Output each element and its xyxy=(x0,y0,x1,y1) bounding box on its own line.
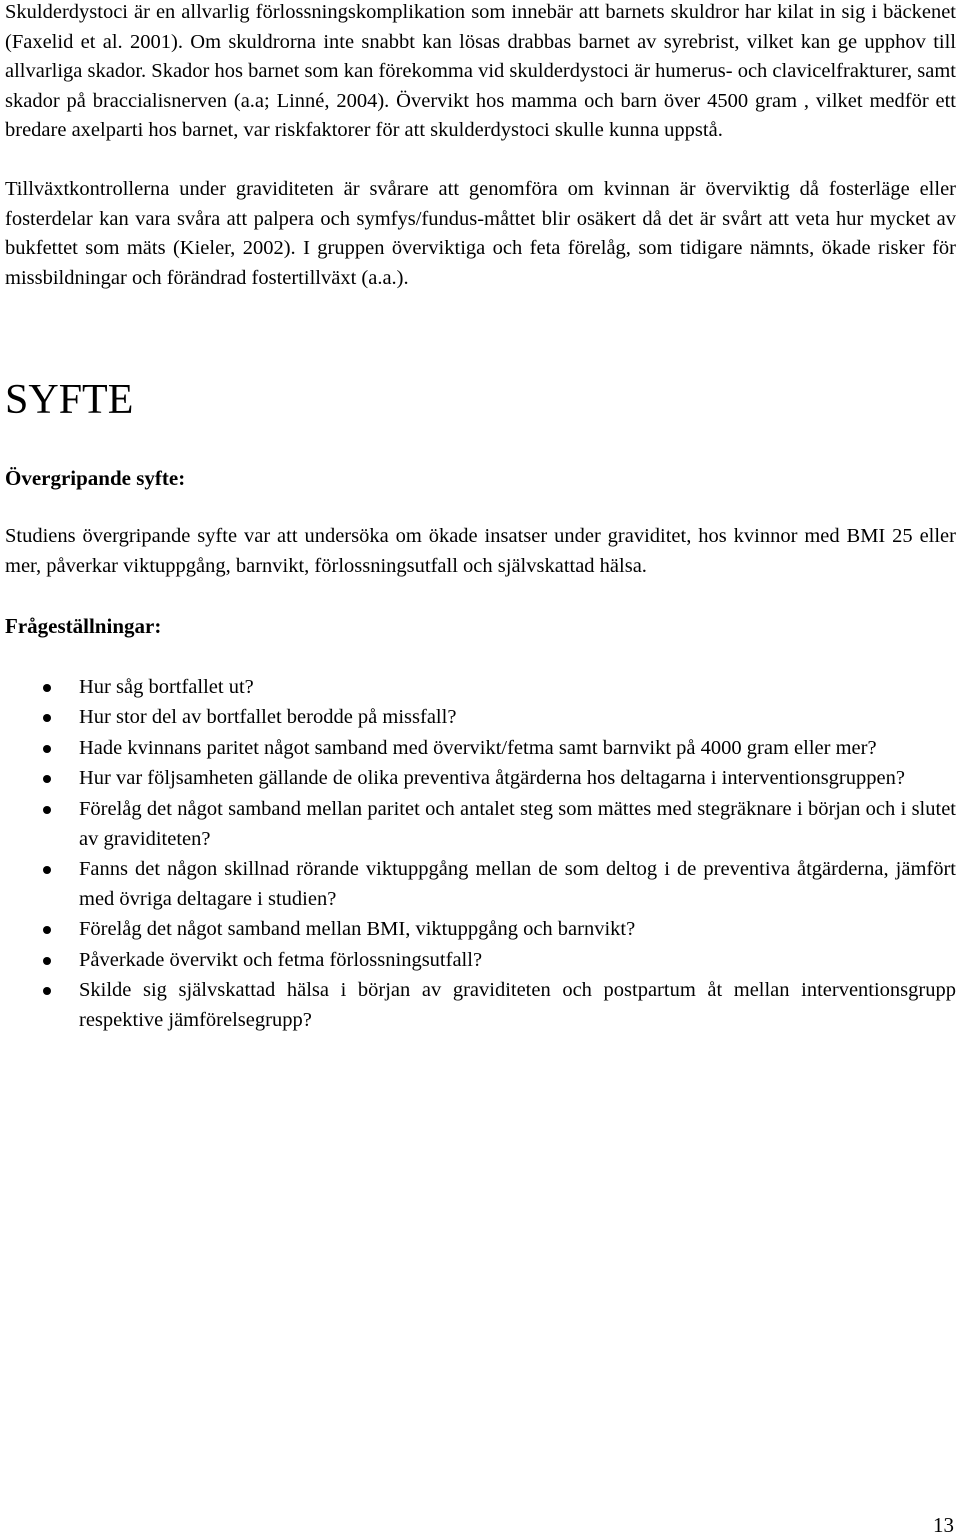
bullet-icon xyxy=(43,926,51,934)
list-item xyxy=(5,673,956,703)
question-text: Förelåg det något samband mellan paritet och antalet steg som mättes med stegräknare i början och i slutet av graviditeten? xyxy=(79,797,956,850)
list-item xyxy=(5,946,956,976)
section-title: SYFTE xyxy=(5,377,134,424)
question-text: Hade kvinnans paritet något samband med övervikt/fetma samt barnvikt på 4000 gram eller mer? xyxy=(79,736,877,759)
questions-list xyxy=(5,673,956,1036)
bullet-icon xyxy=(43,987,51,995)
questions-heading: Frågeställningar: xyxy=(5,613,162,638)
list-item xyxy=(5,915,956,945)
paragraph-growth-control: Tillväxtkontrollerna under graviditeten är svårare att genomföra om kvinnan är överviktig då fosterläge eller fosterdelar kan vara svåra att palpera och symfys/fundus-måttet blir osäkert då det är svårt att veta hur mycket av bukfettet som mäts (Kieler, 2002). I gruppen överviktiga och feta förelåg, som tidigare nämnts, ökade risker för missbildningar och förändrad fostertillväxt (a.a.). xyxy=(5,177,956,289)
paragraph-shoulder-dystocia: Skulderdystoci är en allvarlig förlossningskomplikation som innebär att barnets skuldror har kilat in sig i bäckenet (Faxelid et al. 2001). Om skuldrorna inte snabbt kan lösas drabbas barnet av syrebrist, vilket kan ge upphov till allvarliga skador. Skador hos barnet som kan förekomma vid skulderdystoci är humerus- och clavicelfrakturer, samt skador på braccialisnerven (a.a; Linné, 2004). Övervikt hos mamma och barn över 4500 gram , vilket medför ett bredare axelparti hos barnet, var riskfaktorer för att skulderdystoci skulle kunna uppstå. xyxy=(5,1,957,142)
question-text: Förelåg det något samband mellan BMI, viktuppgång och barnvikt? xyxy=(79,918,636,941)
question-text: Hur såg bortfallet ut? xyxy=(79,675,254,698)
list-item xyxy=(5,795,956,854)
bullet-icon xyxy=(43,684,51,692)
question-text: Hur stor del av bortfallet berodde på missfall? xyxy=(79,706,457,729)
question-text: Hur var följsamheten gällande de olika preventiva åtgärderna hos deltagarna i interventionsgruppen? xyxy=(79,767,905,790)
list-item xyxy=(5,703,956,733)
bullet-icon xyxy=(43,745,51,753)
question-text: Skilde sig självskattad hälsa i början av graviditeten och postpartum åt mellan interventionsgrupp respektive jämförelsegrupp? xyxy=(79,979,956,1032)
list-item xyxy=(5,734,956,764)
bullet-icon xyxy=(43,775,51,783)
bullet-icon xyxy=(43,806,51,814)
question-text: Påverkade övervikt och fetma förlossningsutfall? xyxy=(79,948,483,971)
page-number: 13 xyxy=(933,1513,954,1537)
aim-paragraph: Studiens övergripande syfte var att undersöka om ökade insatser under graviditet, hos kvinnor med BMI 25 eller mer, påverkar viktuppgång, barnvikt, förlossningsutfall och självskattad hälsa. xyxy=(5,525,956,577)
question-text: Fanns det någon skillnad rörande viktuppgång mellan de som deltog i de preventiva åtgärderna, jämfört med övriga deltagare i studien? xyxy=(79,858,956,910)
bullet-icon xyxy=(43,714,51,722)
bullet-icon xyxy=(43,957,51,965)
list-item xyxy=(5,976,956,1035)
list-item xyxy=(5,855,956,914)
aim-heading: Övergripande syfte: xyxy=(5,466,186,491)
bullet-icon xyxy=(43,866,51,874)
document-page xyxy=(5,0,956,1037)
list-item xyxy=(5,764,956,794)
